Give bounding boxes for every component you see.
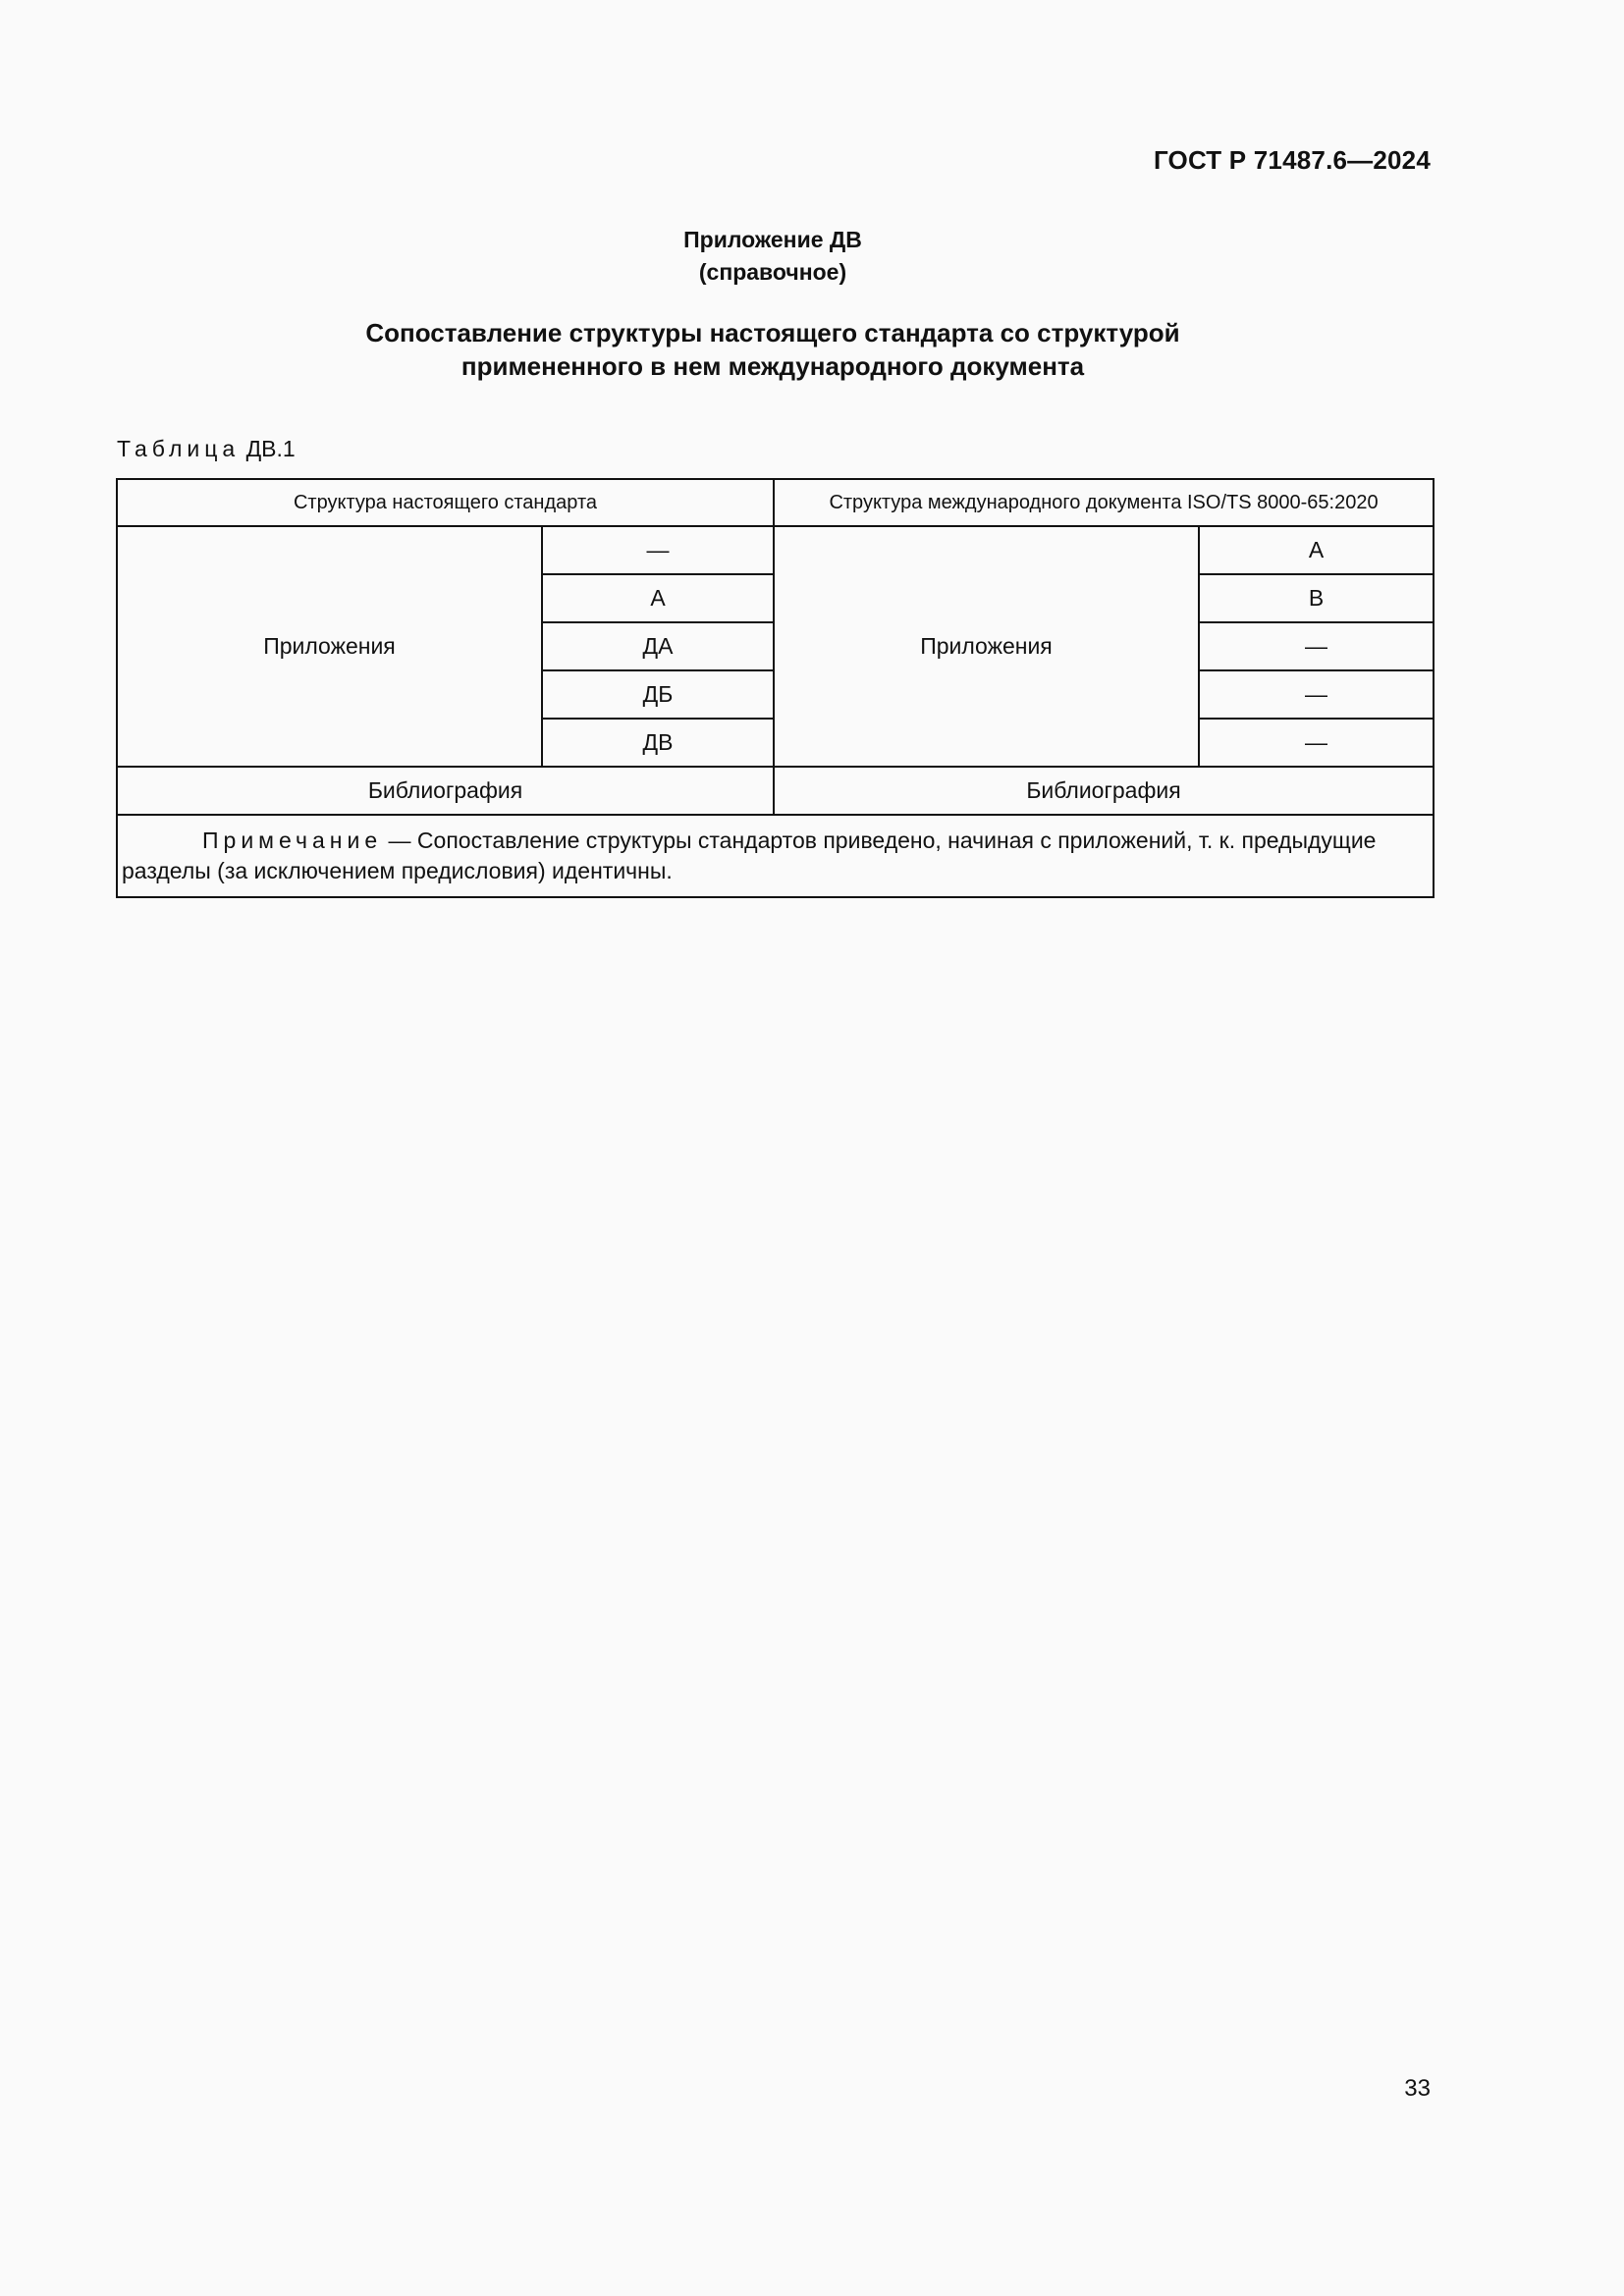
left-appendix-cell: — [542,526,774,574]
right-appendix-cell: A [1199,526,1434,574]
page-title-line-1: Сопоставление структуры настоящего стандарта со структурой [365,318,1180,347]
note-label: Примечание [202,828,383,853]
table-header-row [117,479,1434,526]
header-standard-structure: Структура настоящего стандарта [117,479,774,526]
table-caption-number: ДВ.1 [245,436,296,461]
page-number: 33 [1404,2075,1431,2102]
table-row [117,526,1434,574]
table-caption [117,436,296,462]
bibliography-left: Библиография [117,767,774,815]
right-group-label: Приложения [774,526,1199,767]
appendix-heading [0,224,1545,289]
left-appendix-cell: ДВ [542,719,774,767]
note-row [117,815,1434,897]
left-appendix-cell: А [542,574,774,622]
table-caption-word: Таблица [117,436,241,461]
structure-comparison-table [116,478,1435,898]
right-appendix-cell: — [1199,670,1434,719]
table-note [117,815,1434,897]
appendix-type: (справочное) [698,259,847,285]
right-appendix-cell: B [1199,574,1434,622]
right-appendix-cell: — [1199,622,1434,670]
note-text: — Сопоставление структуры стандартов приведено, начиная с приложений, т. к. предыдущие разделы (за исключением предисловия) идентичны. [122,828,1377,883]
bibliography-row [117,767,1434,815]
header-international-structure: Структура международного документа ISO/TS 8000-65:2020 [774,479,1434,526]
page-title [0,316,1545,383]
left-appendix-cell: ДА [542,622,774,670]
right-appendix-cell: — [1199,719,1434,767]
left-group-label: Приложения [117,526,542,767]
left-appendix-cell: ДБ [542,670,774,719]
appendix-title: Приложение ДВ [683,227,862,252]
bibliography-right: Библиография [774,767,1434,815]
page-title-line-2: примененного в нем международного документа [460,351,1085,381]
document-code: ГОСТ Р 71487.6—2024 [1153,145,1431,175]
